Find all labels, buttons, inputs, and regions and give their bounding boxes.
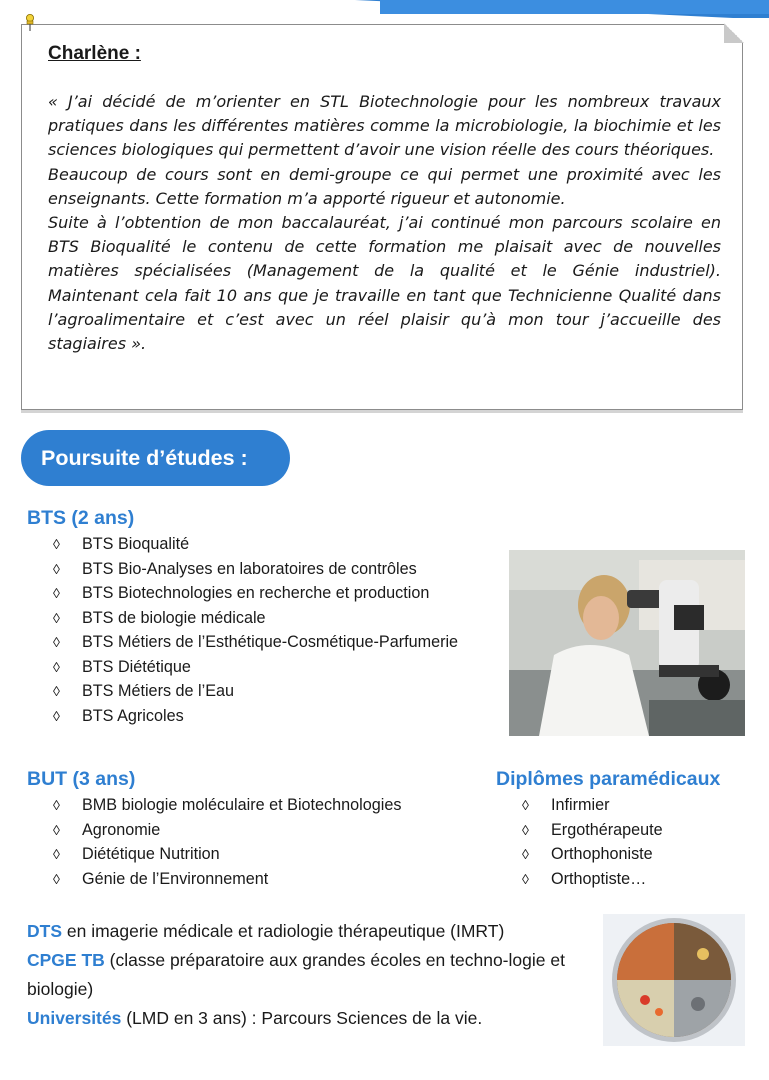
list-item: ◊ BTS Agricoles — [53, 704, 458, 729]
diamond-bullet-icon: ◊ — [53, 536, 60, 552]
diamond-bullet-icon: ◊ — [53, 821, 60, 838]
diamond-bullet-icon: ◊ — [522, 821, 529, 838]
bts-title: BTS (2 ans) — [27, 507, 135, 529]
list-item: ◊ BTS Métiers de l’Eau — [53, 679, 458, 704]
testimonial-name: Charlène : — [48, 43, 141, 64]
list-item: ◊ Infirmier — [522, 793, 663, 818]
paramedical-list — [522, 793, 663, 891]
page-fold-icon — [724, 23, 744, 43]
bts-list — [53, 532, 458, 728]
list-item: ◊ BTS Biotechnologies en recherche et production — [53, 581, 458, 606]
diamond-bullet-icon: ◊ — [53, 634, 60, 650]
testimonial-card — [21, 24, 743, 410]
pushpin-icon — [24, 14, 36, 32]
diamond-bullet-icon: ◊ — [522, 846, 529, 862]
list-item: ◊ Orthophoniste — [522, 842, 663, 867]
lab-microscope-photo — [509, 550, 745, 736]
paramedical-title: Diplômes paramédicaux — [496, 768, 721, 790]
diamond-bullet-icon: ◊ — [53, 658, 60, 675]
section-heading-pill: Poursuite d’études : — [21, 430, 290, 486]
list-item: ◊ Diététique Nutrition — [53, 842, 401, 867]
corner-ribbon-top — [380, 0, 769, 14]
testimonial-paragraph: Beaucoup de cours sont en demi-groupe ce qui permet une proximité avec les enseignants. Cette formation m’a apporté rigueur et autonomie. — [48, 164, 721, 208]
diamond-bullet-icon: ◊ — [53, 609, 60, 626]
testimonial-paragraph: Suite à l’obtention de mon baccalauréat, j’ai continué mon parcours scolaire en BTS Bioqualité le contenu de cette formation me plaisait avec de nouvelles matières spécialisées (Management de la qualité et le Génie industriel). Maintenant cela fait 10 ans que je travaille en tant que Technicienne Qualité dans l’agroalimentaire et c’est avec un réel plaisir qu’à mon tour j’accueille des stagiaires ». — [48, 213, 721, 354]
diamond-bullet-icon: ◊ — [53, 797, 60, 813]
list-item: ◊ BMB biologie moléculaire et Biotechnologies — [53, 793, 401, 818]
cpge-line: CPGE TB (classe préparatoire aux grandes écoles en techno-logie et biologie) — [27, 950, 565, 999]
diamond-bullet-icon: ◊ — [53, 585, 60, 601]
list-item: ◊ BTS Métiers de l’Esthétique-Cosmétique-Parfumerie — [53, 630, 458, 655]
diamond-bullet-icon: ◊ — [522, 870, 529, 887]
diamond-bullet-icon: ◊ — [53, 707, 60, 724]
diamond-bullet-icon: ◊ — [522, 797, 529, 813]
list-item: ◊ BTS Diététique — [53, 655, 458, 680]
but-list — [53, 793, 401, 891]
list-item: ◊ Orthoptiste… — [522, 867, 663, 892]
dts-line: DTS en imagerie médicale et radiologie thérapeutique (IMRT) — [27, 921, 505, 941]
list-item: ◊ Ergothérapeute — [522, 818, 663, 843]
list-item: ◊ Agronomie — [53, 818, 401, 843]
diamond-bullet-icon: ◊ — [53, 870, 60, 887]
universites-line: Universités (LMD en 3 ans) : Parcours Sciences de la vie. — [27, 1008, 483, 1028]
list-item: ◊ BTS de biologie médicale — [53, 606, 458, 631]
list-item: ◊ Génie de l’Environnement — [53, 867, 401, 892]
science-collage-image — [603, 914, 745, 1046]
diamond-bullet-icon: ◊ — [53, 560, 60, 577]
diamond-bullet-icon: ◊ — [53, 846, 60, 862]
diamond-bullet-icon: ◊ — [53, 683, 60, 699]
list-item: ◊ BTS Bio-Analyses en laboratoires de contrôles — [53, 557, 458, 582]
testimonial-text — [48, 90, 721, 356]
testimonial-paragraph: « J’ai décidé de m’orienter en STL Biotechnologie pour les nombreux travaux pratiques dans les différentes matières comme la microbiologie, la biochimie et les sciences biologiques qui permettent d’avoir une vision réelle des cours théoriques. — [48, 92, 721, 160]
but-title: BUT (3 ans) — [27, 768, 136, 790]
list-item: ◊ BTS Bioqualité — [53, 532, 458, 557]
